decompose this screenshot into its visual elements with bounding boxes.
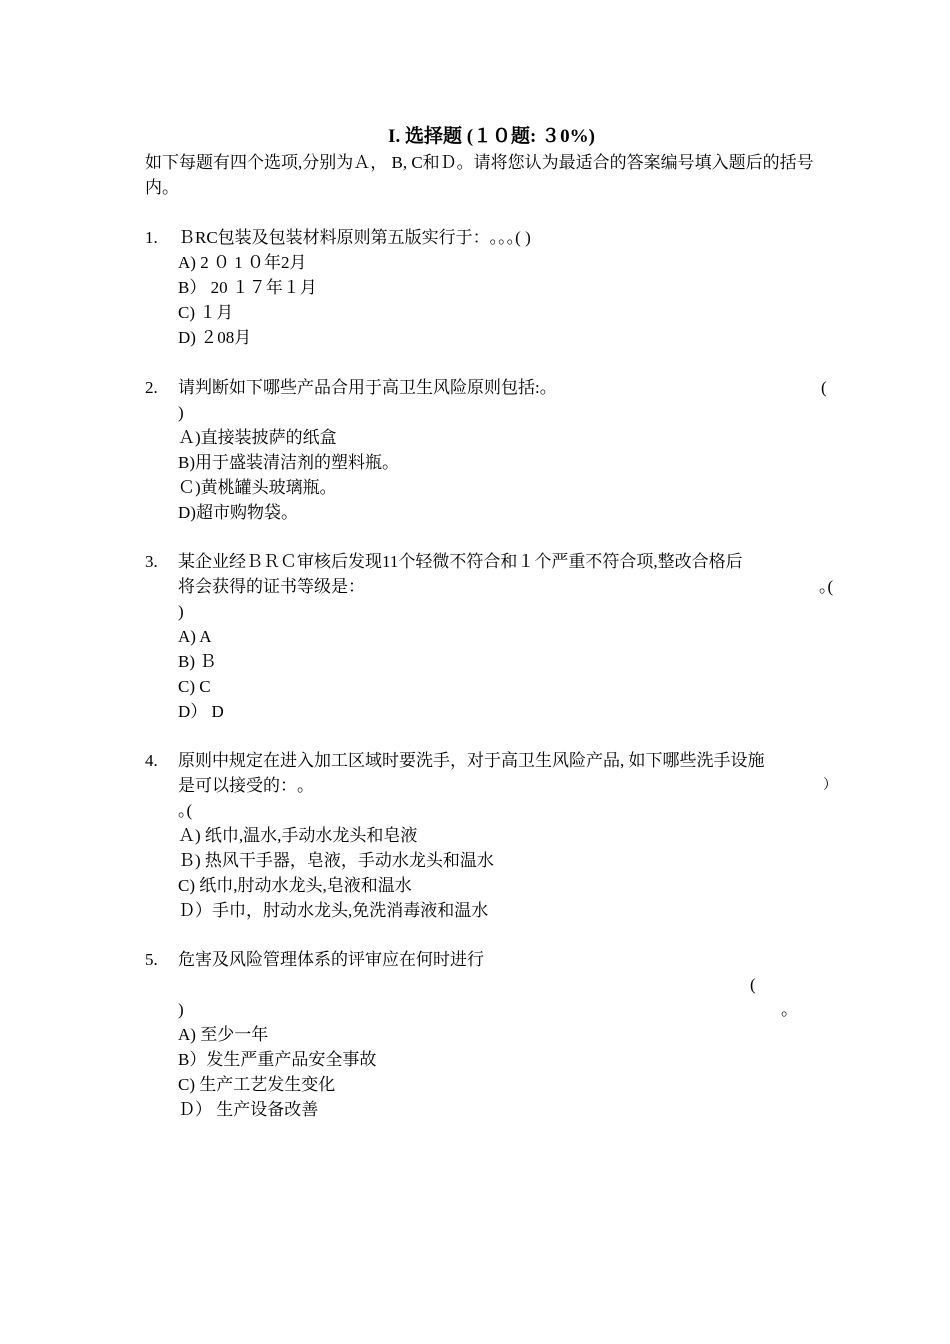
option-d: Ｄ） 生产设备改善 [178, 1100, 319, 1119]
option-d: D)超市购物袋。 [178, 503, 298, 522]
option-d: D) ２08月 [178, 328, 252, 347]
option-b: B)用于盛装清洁剂的塑料瓶。 [178, 453, 399, 472]
option-c: C) １月 [178, 303, 234, 322]
question-text-line-2: 将会获得的证书等级是： [178, 577, 365, 596]
option-a: A) 至少一年 [178, 1025, 269, 1044]
option-c: C) C [178, 677, 211, 696]
answer-paren-open: ( [821, 378, 827, 397]
question-number: 3. [145, 552, 158, 571]
answer-paren-close: ) [178, 403, 184, 422]
answer-paren-close: ) [178, 602, 184, 621]
question-text: ＢRC包装及包装材料原则第五版实行于：｡｡｡( ) [178, 228, 531, 247]
question-number: 2. [145, 378, 158, 397]
option-a: Ａ)直接装披萨的纸盒 [178, 428, 337, 447]
end-mark: ｡ [781, 1000, 790, 1019]
section-title: I. 选择题 (１０题: ３0%) [388, 126, 595, 147]
option-c: C) 生产工艺发生变化 [178, 1075, 336, 1094]
instructions: 如下每题有四个选项,分别为Ａ， B, C和Ｄ。请将您认为最适合的答案编号填入题后的括号内。 [145, 153, 814, 197]
answer-paren-open: ( [750, 975, 756, 994]
answer-paren-open: ｡( [178, 801, 193, 820]
option-b: B） 20 １７年１月 [178, 278, 317, 297]
question-text-line-1: 某企业经ＢＲＣ审核后发现11个轻微不符合和１个严重不符合项,整改合格后 [178, 552, 743, 571]
option-a: A) 2 ０ 1 ０年2月 [178, 253, 307, 272]
question-text: 请判断如下哪些产品合用于高卫生风险原则包括:｡ [178, 378, 549, 397]
option-c: Ｃ)黄桃罐头玻璃瓶。 [178, 478, 337, 497]
option-c: C) 纸巾,肘动水龙头,皂液和温水 [178, 876, 412, 895]
option-a: Ａ) 纸巾,温水,手动水龙头和皂液 [178, 826, 418, 845]
option-d: Ｄ）手巾，肘动水龙头,免洗消毒液和温水 [178, 901, 489, 920]
answer-paren-close: ） [823, 778, 837, 793]
question-number: 1. [145, 228, 158, 247]
question-text-line-1: 原则中规定在进入加工区域时要洗手，对于高卫生风险产品, 如下哪些洗手设施 [178, 751, 765, 770]
option-b: B）发生严重产品安全事故 [178, 1050, 377, 1069]
option-a: A) A [178, 627, 212, 646]
answer-paren-open: ｡( [819, 577, 834, 596]
option-d: D） D [178, 702, 224, 721]
question-number: 4. [145, 751, 158, 770]
question-text-line-2: 是可以接受的：｡ [178, 776, 306, 795]
answer-paren-close: ) [178, 1000, 184, 1019]
option-b: B) Ｂ [178, 652, 217, 671]
question-number: 5. [145, 950, 158, 969]
question-text: 危害及风险管理体系的评审应在何时进行 [178, 950, 484, 969]
option-b: Ｂ) 热风干手器，皂液，手动水龙头和温水 [178, 851, 494, 870]
